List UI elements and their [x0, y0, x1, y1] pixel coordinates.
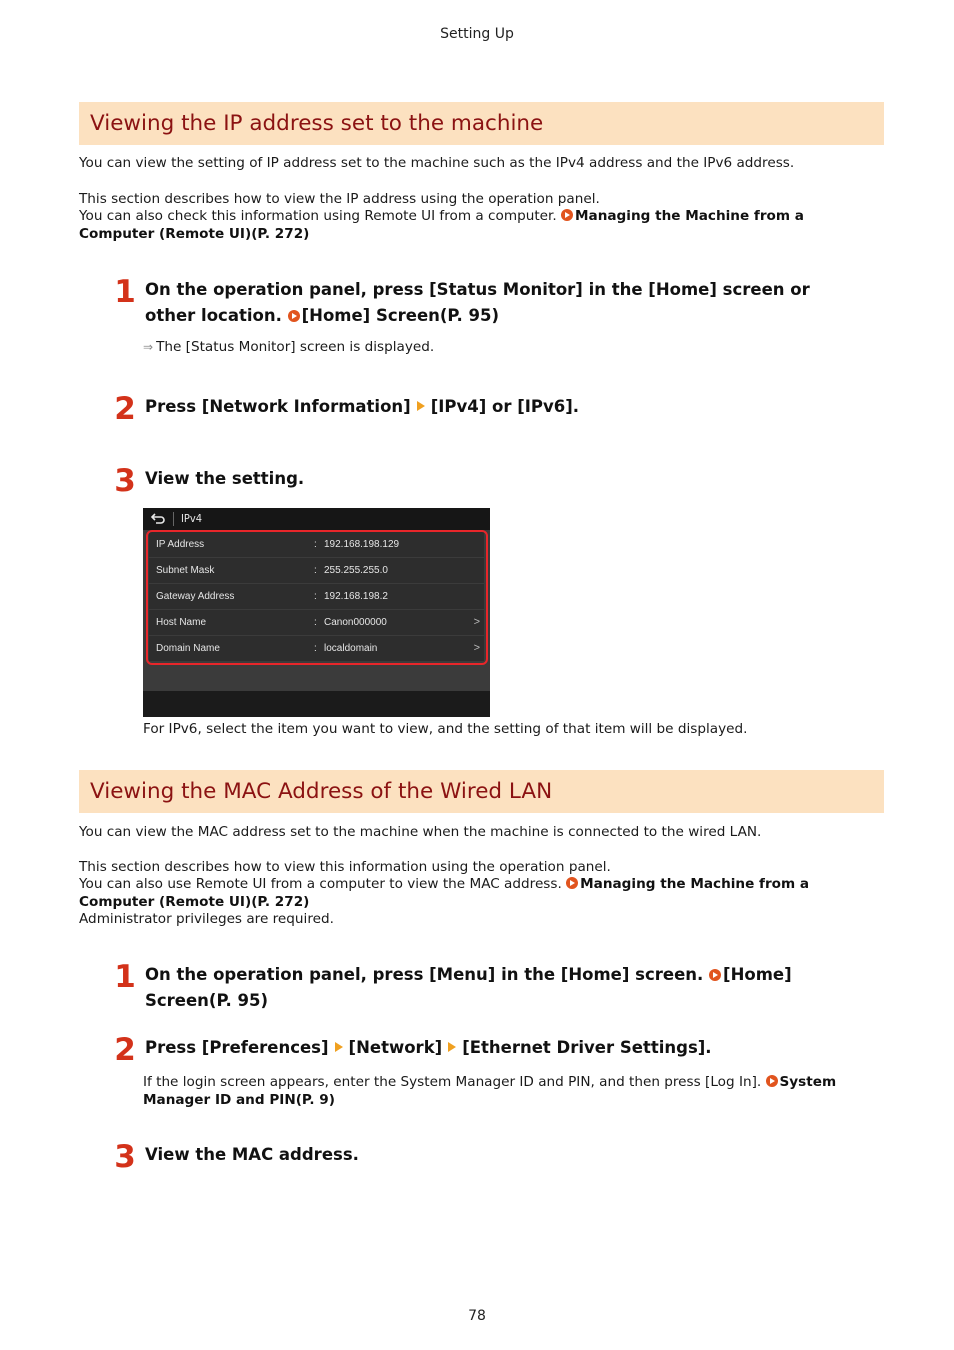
step-number: 1: [114, 274, 136, 310]
step-instruction: [145, 1035, 845, 1061]
highlight-frame: [146, 530, 488, 665]
screen-row-colon: :: [314, 591, 317, 602]
link-arrow-icon: [561, 209, 573, 221]
section-title-ip-address: Viewing the IP address set to the machine: [79, 102, 884, 145]
step-result-text: The [Status Monitor] screen is displayed.: [156, 339, 435, 355]
screen-row-label: Subnet Mask: [156, 565, 215, 576]
screen-bottom-bar: [143, 691, 490, 717]
step-text: On the operation panel, press [Status Monitor] in the [Home] screen or other location.: [145, 280, 810, 325]
step-instruction: [145, 277, 845, 329]
screen-row-colon: :: [314, 617, 317, 628]
screen-row-label: Gateway Address: [156, 591, 235, 602]
login-note-text: If the login screen appears, enter the System Manager ID and PIN, and then press [Log In].: [143, 1074, 766, 1090]
chevron-right-icon: >: [473, 616, 480, 628]
screen-title: IPv4: [181, 512, 203, 525]
section2-intro-text: You can view the MAC address set to the machine when the machine is connected to the wired LAN.: [79, 824, 762, 840]
step-text-part2: [IPv4] or [IPv6].: [430, 397, 580, 416]
screen-row-value: 192.168.198.2: [324, 591, 388, 602]
link-arrow-icon: [766, 1075, 778, 1087]
step-number: 2: [114, 1032, 136, 1068]
screen-row-colon: :: [314, 539, 317, 550]
step-text-part2: [Network]: [348, 1038, 443, 1057]
section-title-mac-address: Viewing the MAC Address of the Wired LAN: [79, 770, 884, 813]
screen-row-value: localdomain: [324, 643, 378, 654]
screen-row-value: Canon000000: [324, 617, 387, 628]
home-screen-link-text: [Home] Screen(P. 95): [145, 965, 792, 1010]
step-instruction: [145, 962, 845, 1014]
ipv6-note: For IPv6, select the item you want to view, and the setting of that item will be displayed.: [143, 721, 748, 737]
step-text-part1: Press [Network Information]: [145, 397, 411, 416]
screen-row-value: 192.168.198.129: [324, 539, 400, 550]
step-instruction: View the MAC address.: [145, 1145, 359, 1164]
running-header: Setting Up: [440, 26, 514, 42]
screen-title-bar: [143, 508, 490, 530]
screen-row-label: IP Address: [156, 539, 205, 550]
step-text: On the operation panel, press [Menu] in the [Home] screen.: [145, 965, 710, 984]
screen-row-colon: :: [314, 643, 317, 654]
remote-ui-link-text: Managing the Machine from a Computer (Remote UI)(P. 272): [79, 876, 810, 910]
section2-desc2-text: You can also use Remote UI from a computer to view the MAC address.: [79, 876, 567, 893]
login-note: [143, 1073, 863, 1109]
menu-path-arrow-icon: [448, 1042, 456, 1052]
back-arrow-icon: [150, 512, 166, 526]
section1-intro-text: You can view the setting of IP address set to the machine such as the IPv4 address and the IPv6 address.: [79, 155, 795, 171]
screen-row-label: Host Name: [156, 617, 207, 628]
section1-intro: [79, 155, 879, 172]
system-manager-link-text: System Manager ID and PIN(P. 9): [143, 1074, 837, 1108]
step-number: 3: [114, 463, 136, 499]
step-number: 1: [114, 959, 136, 995]
home-screen-link-text: [Home] Screen(P. 95): [301, 306, 499, 325]
home-screen-link[interactable]: [288, 306, 499, 325]
step-result: [143, 339, 434, 355]
step-instruction: View the setting.: [145, 469, 305, 488]
link-arrow-icon: [288, 310, 300, 322]
step-text-part3: [Ethernet Driver Settings].: [462, 1038, 712, 1057]
ipv4-screen-image: [143, 508, 490, 717]
link-arrow-icon: [566, 877, 578, 889]
section1-desc2-text: You can also check this information using Remote UI from a computer.: [79, 208, 561, 225]
step-instruction: [145, 394, 845, 420]
step-text-part1: Press [Preferences]: [145, 1038, 329, 1057]
link-arrow-icon: [709, 969, 721, 981]
menu-path-arrow-icon: [417, 401, 425, 411]
screen-row-value: 255.255.255.0: [324, 565, 388, 576]
screen-row-colon: :: [314, 565, 317, 576]
section2-description: [79, 859, 879, 929]
section1-desc2: [79, 208, 879, 243]
section2-desc2: [79, 876, 879, 911]
section2-desc3: Administrator privileges are required.: [79, 911, 334, 928]
title-divider: [173, 512, 174, 526]
menu-path-arrow-icon: [335, 1042, 343, 1052]
page-number: 78: [468, 1308, 486, 1324]
section2-desc1: This section describes how to view this information using the operation panel.: [79, 859, 611, 875]
section1-desc1: This section describes how to view the IP address using the operation panel.: [79, 191, 600, 207]
section2-intro: [79, 824, 879, 841]
step-number: 2: [114, 391, 136, 427]
screen-row-label: Domain Name: [156, 643, 220, 654]
remote-ui-link-text: Managing the Machine from a Computer (Remote UI)(P. 272): [79, 208, 804, 242]
step-number: 3: [114, 1139, 136, 1175]
chevron-right-icon: >: [473, 642, 480, 654]
section1-description: [79, 191, 879, 243]
result-arrow-icon: ⇒: [143, 340, 153, 354]
